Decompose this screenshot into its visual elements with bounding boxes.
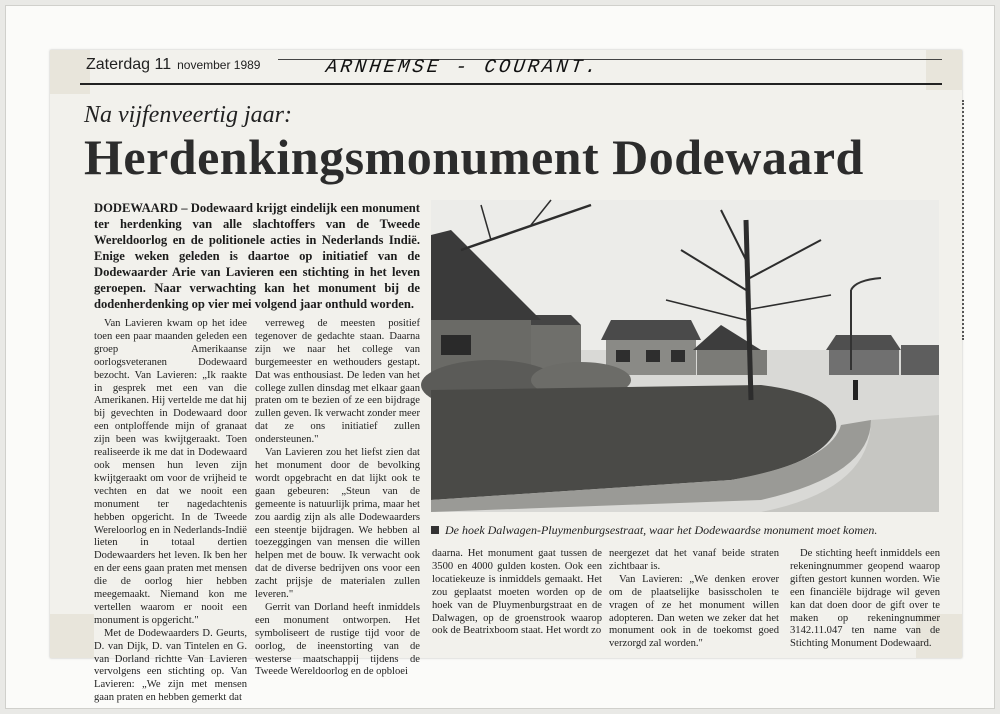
paragraph: Gerrit van Dorland heeft inmiddels een monument ontworpen. Het symboliseert de rustige tijd voor de oorlog, de ineenstorting van de westerse maatschappij tijdens de Tweede Wereldoorlog en de opbloei xyxy=(255,601,420,678)
caption-text: De hoek Dalwagen-Pluymenburgsestraat, waar het Dodewaardse monument moet komen. xyxy=(445,523,878,537)
scan-page xyxy=(5,5,995,709)
text-column-1 xyxy=(94,318,247,705)
paragraph: neergezet dat het vanaf beide straten zichtbaar is. xyxy=(609,548,779,572)
date-line xyxy=(86,56,260,74)
paragraph: daarna. Het monument gaat tussen de 3500 en 4000 gulden kosten. Ook een locatiekeuze is inmiddels gemaakt. Het zou geplaatst moeten worden op de hoek van de Pluymenburgstraat en de Dalwagen, op de groenstrook waarop ook de Beatrixboom staat. Het wordt zo xyxy=(432,548,602,637)
paragraph: Van Lavieren kwam op het idee toen een paar maanden geleden een groep Amerikaanse oorlogsveteranen Dodewaard bezocht. Van Lavieren: „Ik raakte in gesprek met een van die Amerikanen. Hij vertelde me dat hij bij gevechten in Dodewaard door een ontploffende mijn of granaat zijn been was kwijtgeraakt. Toen realiseerde ik me dat in Dodewaard ook mensen hun leven zijn kwijtgeraakt om voor de vrijheid te vechten en dat we nooit een monument ter nagedachtenis hebben opgericht. In de Tweede Wereloorlog en in Nederlands-Indië lieten in totaal dertien Dodewaarders het leven. Ik ben her en der eens gaan praten met mensen die de oorlog hier hebben meegemaakt. Niemand kon me vertellen waarom er nooit een monument is opgericht." xyxy=(94,318,247,626)
newspaper-clipping xyxy=(50,50,962,704)
perforation-dots xyxy=(959,100,964,340)
tape-top-left xyxy=(50,50,90,94)
date-day: Zaterdag 11 xyxy=(86,56,172,73)
street-corner-photo xyxy=(431,200,939,512)
text-column-3 xyxy=(432,548,602,638)
text-column-5 xyxy=(790,548,940,651)
text-column-4 xyxy=(609,548,779,651)
text-column-2 xyxy=(255,318,420,679)
article-kicker: Na vijfenveertig jaar: xyxy=(84,102,292,128)
paragraph: De stichting heeft inmiddels een rekeningnummer geopend waarop giften gestort kunnen worden. Wie een financiële bijdrage wil geven kan dat doen door de gift over te maken op rekeningnummer 3142.11.047 ten name van de Stichting Monument Dodewaard. xyxy=(790,548,940,650)
handwritten-masthead: ARNHEMSE - COURANT. xyxy=(322,56,604,78)
tape-bottom-left xyxy=(50,614,94,658)
caption-square-icon xyxy=(431,526,439,534)
article-lead: DODEWAARD – Dodewaard krijgt eindelijk een monument ter herdenking van alle slachtoffers van de Tweede Wereldoorlog en de politionele acties in Nederlands Indië. Enige weken geleden is daartoe op initiatief van de Dodewaarder Arie van Lavieren een stichting in het leven geroepen. Naar verwachting kan het monument bij de dodenherdenking op vier mei volgend jaar onthuld worden. xyxy=(94,201,420,311)
header-rule xyxy=(80,83,942,85)
article-headline: Herdenkingsmonument Dodewaard xyxy=(84,129,864,185)
paragraph: verreweg de meesten positief tegenover de gedachte staan. Daarna zijn we naar het college van burgemeester en wethouders gestapt. Dat was enthousiast. De leden van het college zullen dinsdag met elkaar gaan praten om te bezien of ze een bijdrage zullen geven. Ik verwacht zonder meer dat ze ons initiatief zullen ondersteunen." xyxy=(255,318,420,446)
paragraph: Van Lavieren: „We denken erover om de plaatselijke basisscholen te vragen of ze het monument willen adopteren. Dan weten we zeker dat het monument ook in de toekomst goed verzorgd zal worden." xyxy=(609,573,779,650)
paragraph: Met de Dodewaarders D. Geurts, D. van Dijk, D. van Tintelen en G. van Dorland richtte Van Lavieren vervolgens een stichting op. Van Lavieren: „We zijn met mensen gaan praten en hebben gemerkt dat xyxy=(94,627,247,704)
photo-caption xyxy=(431,523,941,538)
date-month: november 1989 xyxy=(177,58,261,72)
paragraph: Van Lavieren zou het liefst zien dat het monument door de bevolking wordt opgebracht en dat lijkt ook te gaan gebeuren: „Steun van de gemeente is natuurlijk prima, maar het zou aardig zijn als alle Dodewaarders een steentje bijdragen. We hebben al toezeggingen van mensen die willen helpen met de bouw. Ik verwacht ook dat de diverse bedrijven ons voor een zacht prijsje de materialen zullen leveren." xyxy=(255,447,420,601)
